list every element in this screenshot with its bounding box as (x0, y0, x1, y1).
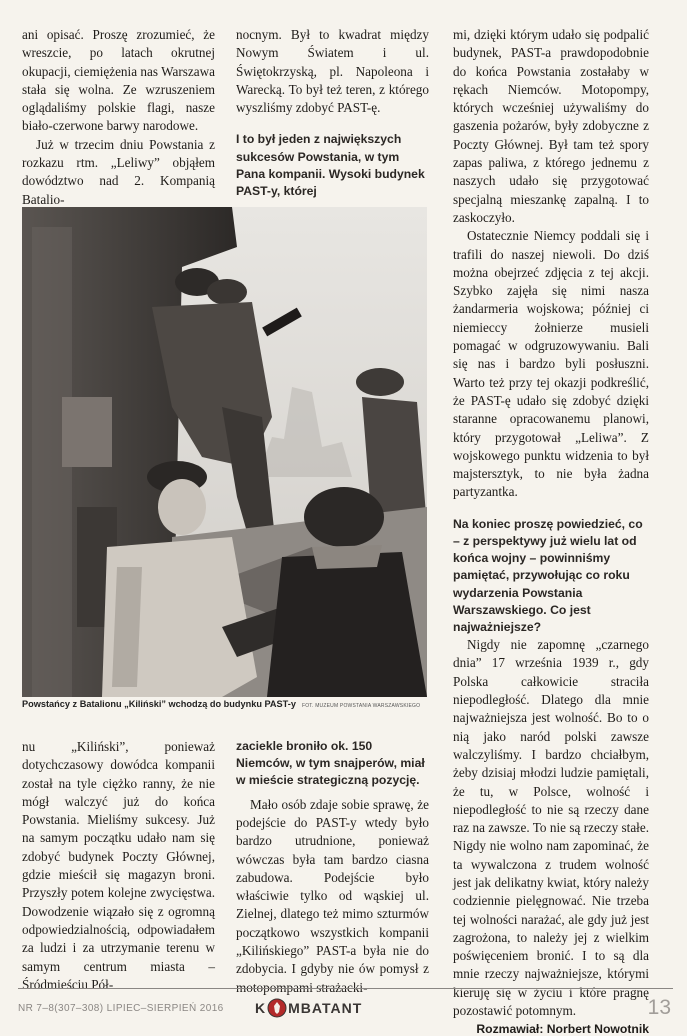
interview-question: zaciekle broniło ok. 150 Niemców, w tym snajperów, miał w mieście strategiczną pozycję. (236, 739, 425, 788)
page-footer (18, 988, 673, 1025)
page-number: 13 (647, 996, 671, 1019)
issue-info: NR 7–8(307–308) LIPIEC–SIERPIEŃ 2016 (18, 1003, 224, 1014)
column-2-top (236, 26, 429, 200)
column-1-bottom (22, 738, 215, 994)
body-paragraph: Mało osób zdaje sobie sprawę, że podejście do PAST-y wtedy było bardzo utrudnione, ponieważ wówczas była tam bardzo ciasna zabudowa. Podejście było właściwie tylko od wąskiej ul. Zielnej, dlatego też mimo szturmów początkowo wszystkich kompanii „Kilińskiego” PAST-a była nie do zdobycia. I gdyby nie ów pomysł z motopompami strażacki- (236, 796, 429, 995)
logo-k: K (255, 1000, 267, 1016)
eagle-emblem-icon (267, 998, 287, 1018)
caption-text: Powstańcy z Batalionu „Kiliński” wchodzą do budynku PAST-y (22, 699, 296, 709)
logo-rest: MBATANT (288, 1000, 363, 1016)
photo-caption (22, 699, 442, 709)
historical-photo (22, 207, 427, 697)
body-paragraph: Nigdy nie zapomnę „czarnego dnia” 17 września 1939 r., gdy Polska całkowicie straciła niepodległość. Dlatego dla mnie najważniejsza jest wolność. Bo to o nią jako naród polski zawsze walczyliśmy. I bardzo chciałbym, żeby dzisiaj młodzi ludzie pamiętali, że tu, w Polsce, wolność i niepodległość to nie są rzeczy dane raz na zawsze. To nie są rzeczy stałe. Nigdy nie wolno nam zapominać, że ta wywalczona z trudem wolność jest jak delikatny kwiat, który należy codziennie pielęgnować. Nie trzeba tej wolności narażać, ale gdy już jest zagrożona, to należy jej z wielkim poświęceniem bronić. I to są dla mnie rzeczy najważniejsze, którymi kieruję się w życiu i które pragnę pozostawić potomnym. (453, 637, 649, 1019)
interview-question: Na koniec proszę powiedzieć, co – z perspektywy już wielu lat od końca wojny – powinniśmy pamiętać, przywołując co roku wydarzenia Powstania Warszawskiego. Co jest najważniejsze? (453, 516, 643, 634)
body-paragraph: ani opisać. Proszę zrozumieć, że wreszcie, po latach okrutnej okupacji, ciemiężenia nas Warszawa stała się wolna. Ze wzruszeniem oglądaliśmy polskie flagi, nasze biało-czerwone barwy narodowe. (22, 27, 215, 134)
body-paragraph: Już w trzecim dniu Powstania z rozkazu rtm. „Leliwy” objąłem dowództwo nad 2. Kompanią Batalio- (22, 136, 215, 207)
photo-credit: FOT. MUZEUM POWSTANIA WARSZAWSKIEGO (301, 703, 421, 709)
body-paragraph: Ostatecznie Niemcy poddali się i trafili do naszej niewoli. Do dziś można obejrzeć zdjęcia z tej akcji. Szybko zajęła się nimi nasza żandarmeria wojskowa; później ci niemieccy żołnierze musieli pomagać w odgruzowywaniu. Bali się nas i bardzo byli posłuszni. Warto też przy tej okazji podkreślić, że PAST-ę udało się zdobyć dzięki staranne opracowanemu planowi, który przygotował „Leliwa”. Z wojskowego punktu widzenia to był majstersztyk, to nie była żadna partyzantka. (453, 228, 649, 500)
photo-illustration (22, 207, 427, 697)
column-3 (453, 26, 649, 1036)
body-paragraph: nocnym. Był to kwadrat między Nowym Światem i ul. Świętokrzyską, pl. Napoleona i Warecką. To był też teren, z którego wyszliśmy zdobyć PAST-ę. (236, 27, 429, 116)
column-2-bottom (236, 738, 429, 997)
author-signature: Rozmawiał: Norbert Nowotnik (476, 1022, 649, 1036)
column-1-top (22, 26, 215, 209)
interview-question: I to był jeden z największych sukcesów Powstania, w tym Pana kompanii. Wysoki budynek PAST-y, której (236, 132, 425, 199)
body-paragraph: nu „Kiliński”, ponieważ dotychczasowy dowódca kompanii został na tyle ciężko ranny, że nie mógł walczyć już do końca Powstania. Mieliśmy sukcesy. Już na samym początku udało nam się zdobyć budynek Poczty Głównej, gdzie mieścił się magazyn broni. Przyszły potem kolejne zwycięstwa. Dowodzenie wiązało się z ogromną odpowiedzialnością, odpowiadałem za ludzi i za utrzymanie terenu w samym centrum miasta – Śródmieściu Pół- (22, 739, 215, 992)
magazine-logo (255, 997, 362, 1019)
body-paragraph: mi, dzięki którym udało się podpalić budynek, PAST-a prawdopodobnie do końca Powstania zostałaby w rękach Niemców. Motopompy, których wcześniej używaliśmy do gaszenia pożarów, były zdobyczne z Poczty Głównej. Był tam też spory zapas paliwa, z którego jednemu z naszych udało się przygotować specjalną mieszankę zapalną. I to zaskoczyło. (453, 27, 649, 225)
